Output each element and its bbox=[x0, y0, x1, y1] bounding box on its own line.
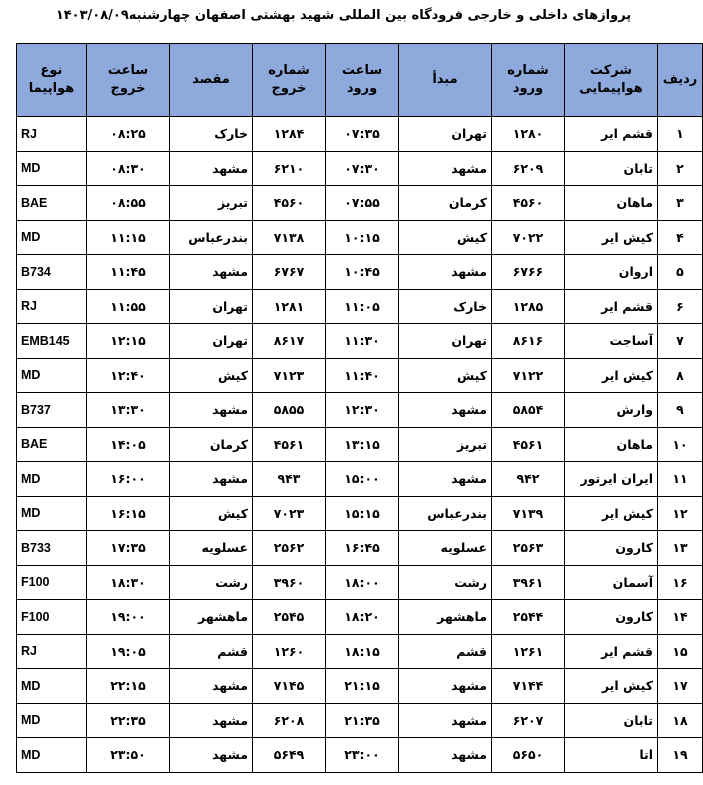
arrival-number-cell: ۵۶۵۰ bbox=[492, 738, 565, 773]
arrival-number-cell: ۳۹۶۱ bbox=[492, 565, 565, 600]
origin-cell: ماهشهر bbox=[399, 600, 492, 635]
departure-time-cell: ۲۲:۳۵ bbox=[87, 703, 170, 738]
header-row-number: ردیف bbox=[658, 44, 703, 117]
row-number-cell: ۲ bbox=[658, 151, 703, 186]
origin-cell: بندرعباس bbox=[399, 496, 492, 531]
arrival-time-cell: ۲۱:۱۵ bbox=[326, 669, 399, 704]
table-row bbox=[17, 565, 703, 600]
header-airline: شرکت هواپیمایی bbox=[565, 44, 658, 117]
arrival-time-cell: ۲۳:۰۰ bbox=[326, 738, 399, 773]
table-row bbox=[17, 669, 703, 704]
arrival-number-cell: ۱۲۸۵ bbox=[492, 289, 565, 324]
arrival-number-cell: ۵۸۵۴ bbox=[492, 393, 565, 428]
origin-cell: مشهد bbox=[399, 255, 492, 290]
origin-cell: مشهد bbox=[399, 669, 492, 704]
row-number-cell: ۱۹ bbox=[658, 738, 703, 773]
aircraft-type-cell: B737 bbox=[17, 393, 87, 428]
arrival-time-cell: ۱۸:۰۰ bbox=[326, 565, 399, 600]
origin-cell: کیش bbox=[399, 220, 492, 255]
table-row bbox=[17, 358, 703, 393]
row-number-cell: ۱۲ bbox=[658, 496, 703, 531]
origin-cell: مشهد bbox=[399, 462, 492, 497]
departure-time-cell: ۲۲:۱۵ bbox=[87, 669, 170, 704]
destination-cell: مشهد bbox=[170, 738, 253, 773]
origin-cell: کیش bbox=[399, 358, 492, 393]
departure-number-cell: ۴۵۶۱ bbox=[253, 427, 326, 462]
aircraft-type-cell: MD bbox=[17, 669, 87, 704]
table-row bbox=[17, 462, 703, 497]
origin-cell: مشهد bbox=[399, 393, 492, 428]
departure-number-cell: ۹۴۳ bbox=[253, 462, 326, 497]
aircraft-type-cell: RJ bbox=[17, 117, 87, 152]
row-number-cell: ۳ bbox=[658, 186, 703, 221]
departure-time-cell: ۱۱:۵۵ bbox=[87, 289, 170, 324]
departure-time-cell: ۱۹:۰۰ bbox=[87, 600, 170, 635]
row-number-cell: ۵ bbox=[658, 255, 703, 290]
header-arrival-time: ساعت ورود bbox=[326, 44, 399, 117]
origin-cell: خارک bbox=[399, 289, 492, 324]
airline-cell: ماهان bbox=[565, 427, 658, 462]
destination-cell: رشت bbox=[170, 565, 253, 600]
row-number-cell: ۶ bbox=[658, 289, 703, 324]
departure-number-cell: ۵۶۴۹ bbox=[253, 738, 326, 773]
arrival-number-cell: ۱۲۶۱ bbox=[492, 634, 565, 669]
departure-time-cell: ۱۹:۰۵ bbox=[87, 634, 170, 669]
departure-number-cell: ۱۲۸۴ bbox=[253, 117, 326, 152]
departure-time-cell: ۱۳:۳۰ bbox=[87, 393, 170, 428]
row-number-cell: ۱۵ bbox=[658, 634, 703, 669]
arrival-number-cell: ۲۵۶۳ bbox=[492, 531, 565, 566]
departure-time-cell: ۱۷:۳۵ bbox=[87, 531, 170, 566]
arrival-time-cell: ۱۱:۰۵ bbox=[326, 289, 399, 324]
arrival-number-cell: ۸۶۱۶ bbox=[492, 324, 565, 359]
origin-cell: قشم bbox=[399, 634, 492, 669]
arrival-time-cell: ۱۱:۴۰ bbox=[326, 358, 399, 393]
origin-cell: تبریز bbox=[399, 427, 492, 462]
table-row bbox=[17, 634, 703, 669]
destination-cell: مشهد bbox=[170, 151, 253, 186]
airline-cell: آسمان bbox=[565, 565, 658, 600]
aircraft-type-cell: RJ bbox=[17, 634, 87, 669]
arrival-time-cell: ۱۲:۳۰ bbox=[326, 393, 399, 428]
origin-cell: مشهد bbox=[399, 151, 492, 186]
origin-cell: تهران bbox=[399, 324, 492, 359]
table-row bbox=[17, 600, 703, 635]
departure-time-cell: ۱۱:۱۵ bbox=[87, 220, 170, 255]
destination-cell: عسلویه bbox=[170, 531, 253, 566]
departure-number-cell: ۳۹۶۰ bbox=[253, 565, 326, 600]
arrival-time-cell: ۱۶:۴۵ bbox=[326, 531, 399, 566]
destination-cell: تهران bbox=[170, 324, 253, 359]
departure-time-cell: ۱۲:۴۰ bbox=[87, 358, 170, 393]
destination-cell: تبریز bbox=[170, 186, 253, 221]
arrival-time-cell: ۱۵:۰۰ bbox=[326, 462, 399, 497]
departure-number-cell: ۱۲۶۰ bbox=[253, 634, 326, 669]
departure-time-cell: ۲۳:۵۰ bbox=[87, 738, 170, 773]
row-number-cell: ۴ bbox=[658, 220, 703, 255]
table-row bbox=[17, 255, 703, 290]
flights-table bbox=[16, 43, 703, 773]
origin-cell: تهران bbox=[399, 117, 492, 152]
destination-cell: کیش bbox=[170, 358, 253, 393]
aircraft-type-cell: F100 bbox=[17, 600, 87, 635]
header-aircraft-type: نوع هواپیما bbox=[17, 44, 87, 117]
arrival-number-cell: ۱۲۸۰ bbox=[492, 117, 565, 152]
destination-cell: بندرعباس bbox=[170, 220, 253, 255]
airline-cell: قشم ایر bbox=[565, 289, 658, 324]
airline-cell: کیش ایر bbox=[565, 220, 658, 255]
page-title: پروازهای داخلی و خارجی فرودگاه بین المللی شهید بهشتی اصفهان چهارشنبه۱۴۰۳/۰۸/۰۹ bbox=[55, 8, 632, 23]
row-number-cell: ۸ bbox=[658, 358, 703, 393]
departure-number-cell: ۷۱۴۵ bbox=[253, 669, 326, 704]
departure-number-cell: ۴۵۶۰ bbox=[253, 186, 326, 221]
departure-time-cell: ۰۸:۲۵ bbox=[87, 117, 170, 152]
aircraft-type-cell: EMB145 bbox=[17, 324, 87, 359]
arrival-time-cell: ۰۷:۳۵ bbox=[326, 117, 399, 152]
departure-number-cell: ۷۰۲۳ bbox=[253, 496, 326, 531]
airline-cell: ایران ایرتور bbox=[565, 462, 658, 497]
row-number-cell: ۱۶ bbox=[658, 565, 703, 600]
aircraft-type-cell: BAE bbox=[17, 186, 87, 221]
aircraft-type-cell: MD bbox=[17, 496, 87, 531]
aircraft-type-cell: F100 bbox=[17, 565, 87, 600]
origin-cell: مشهد bbox=[399, 703, 492, 738]
aircraft-type-cell: MD bbox=[17, 151, 87, 186]
destination-cell: کیش bbox=[170, 496, 253, 531]
table-row bbox=[17, 186, 703, 221]
table-row bbox=[17, 324, 703, 359]
header-destination: مقصد bbox=[170, 44, 253, 117]
departure-number-cell: ۶۲۱۰ bbox=[253, 151, 326, 186]
airline-cell: کیش ایر bbox=[565, 669, 658, 704]
airline-cell: تابان bbox=[565, 703, 658, 738]
destination-cell: قشم bbox=[170, 634, 253, 669]
departure-number-cell: ۶۷۶۷ bbox=[253, 255, 326, 290]
destination-cell: مشهد bbox=[170, 393, 253, 428]
departure-number-cell: ۲۵۴۵ bbox=[253, 600, 326, 635]
departure-number-cell: ۶۲۰۸ bbox=[253, 703, 326, 738]
header-arrival-number: شماره ورود bbox=[492, 44, 565, 117]
row-number-cell: ۱۷ bbox=[658, 669, 703, 704]
arrival-number-cell: ۶۷۶۶ bbox=[492, 255, 565, 290]
aircraft-type-cell: MD bbox=[17, 462, 87, 497]
departure-time-cell: ۰۸:۳۰ bbox=[87, 151, 170, 186]
row-number-cell: ۱۴ bbox=[658, 600, 703, 635]
airline-cell: وارش bbox=[565, 393, 658, 428]
airline-cell: قشم ایر bbox=[565, 117, 658, 152]
departure-time-cell: ۱۶:۰۰ bbox=[87, 462, 170, 497]
aircraft-type-cell: B734 bbox=[17, 255, 87, 290]
arrival-time-cell: ۰۷:۳۰ bbox=[326, 151, 399, 186]
aircraft-type-cell: RJ bbox=[17, 289, 87, 324]
airline-cell: ماهان bbox=[565, 186, 658, 221]
arrival-number-cell: ۲۵۴۴ bbox=[492, 600, 565, 635]
arrival-time-cell: ۱۰:۴۵ bbox=[326, 255, 399, 290]
row-number-cell: ۱۳ bbox=[658, 531, 703, 566]
aircraft-type-cell: B733 bbox=[17, 531, 87, 566]
destination-cell: ماهشهر bbox=[170, 600, 253, 635]
departure-time-cell: ۱۱:۴۵ bbox=[87, 255, 170, 290]
table-row bbox=[17, 220, 703, 255]
airline-cell: کارون bbox=[565, 600, 658, 635]
arrival-number-cell: ۶۲۰۹ bbox=[492, 151, 565, 186]
table-row bbox=[17, 531, 703, 566]
destination-cell: مشهد bbox=[170, 255, 253, 290]
aircraft-type-cell: MD bbox=[17, 220, 87, 255]
aircraft-type-cell: MD bbox=[17, 703, 87, 738]
table-row bbox=[17, 496, 703, 531]
departure-number-cell: ۸۶۱۷ bbox=[253, 324, 326, 359]
airline-cell: قشم ایر bbox=[565, 634, 658, 669]
table-row bbox=[17, 393, 703, 428]
table-row bbox=[17, 151, 703, 186]
header-departure-time: ساعت خروج bbox=[87, 44, 170, 117]
table-row bbox=[17, 703, 703, 738]
row-number-cell: ۱۸ bbox=[658, 703, 703, 738]
destination-cell: مشهد bbox=[170, 669, 253, 704]
departure-number-cell: ۲۵۶۲ bbox=[253, 531, 326, 566]
departure-number-cell: ۵۸۵۵ bbox=[253, 393, 326, 428]
arrival-number-cell: ۶۲۰۷ bbox=[492, 703, 565, 738]
table-row bbox=[17, 289, 703, 324]
origin-cell: رشت bbox=[399, 565, 492, 600]
arrival-number-cell: ۷۱۴۴ bbox=[492, 669, 565, 704]
row-number-cell: ۱۱ bbox=[658, 462, 703, 497]
arrival-number-cell: ۷۱۲۲ bbox=[492, 358, 565, 393]
table-row bbox=[17, 117, 703, 152]
header-origin: مبدأ bbox=[399, 44, 492, 117]
arrival-number-cell: ۴۵۶۰ bbox=[492, 186, 565, 221]
arrival-time-cell: ۰۷:۵۵ bbox=[326, 186, 399, 221]
destination-cell: خارک bbox=[170, 117, 253, 152]
arrival-time-cell: ۲۱:۳۵ bbox=[326, 703, 399, 738]
departure-time-cell: ۰۸:۵۵ bbox=[87, 186, 170, 221]
arrival-time-cell: ۱۵:۱۵ bbox=[326, 496, 399, 531]
departure-time-cell: ۱۲:۱۵ bbox=[87, 324, 170, 359]
row-number-cell: ۷ bbox=[658, 324, 703, 359]
arrival-number-cell: ۷۰۲۲ bbox=[492, 220, 565, 255]
arrival-time-cell: ۱۳:۱۵ bbox=[326, 427, 399, 462]
destination-cell: مشهد bbox=[170, 703, 253, 738]
destination-cell: مشهد bbox=[170, 462, 253, 497]
airline-cell: تابان bbox=[565, 151, 658, 186]
airline-cell: اتا bbox=[565, 738, 658, 773]
arrival-time-cell: ۱۸:۱۵ bbox=[326, 634, 399, 669]
arrival-time-cell: ۱۱:۳۰ bbox=[326, 324, 399, 359]
departure-number-cell: ۷۱۳۸ bbox=[253, 220, 326, 255]
table-row bbox=[17, 738, 703, 773]
airline-cell: کیش ایر bbox=[565, 496, 658, 531]
departure-time-cell: ۱۸:۳۰ bbox=[87, 565, 170, 600]
departure-number-cell: ۱۲۸۱ bbox=[253, 289, 326, 324]
airline-cell: اروان bbox=[565, 255, 658, 290]
arrival-time-cell: ۱۸:۲۰ bbox=[326, 600, 399, 635]
row-number-cell: ۹ bbox=[658, 393, 703, 428]
header-row bbox=[17, 44, 703, 117]
origin-cell: عسلویه bbox=[399, 531, 492, 566]
row-number-cell: ۱ bbox=[658, 117, 703, 152]
departure-number-cell: ۷۱۲۳ bbox=[253, 358, 326, 393]
arrival-number-cell: ۹۴۲ bbox=[492, 462, 565, 497]
destination-cell: تهران bbox=[170, 289, 253, 324]
origin-cell: مشهد bbox=[399, 738, 492, 773]
airline-cell: کارون bbox=[565, 531, 658, 566]
departure-time-cell: ۱۴:۰۵ bbox=[87, 427, 170, 462]
departure-time-cell: ۱۶:۱۵ bbox=[87, 496, 170, 531]
aircraft-type-cell: MD bbox=[17, 358, 87, 393]
arrival-time-cell: ۱۰:۱۵ bbox=[326, 220, 399, 255]
arrival-number-cell: ۴۵۶۱ bbox=[492, 427, 565, 462]
arrival-number-cell: ۷۱۳۹ bbox=[492, 496, 565, 531]
destination-cell: کرمان bbox=[170, 427, 253, 462]
aircraft-type-cell: MD bbox=[17, 738, 87, 773]
row-number-cell: ۱۰ bbox=[658, 427, 703, 462]
airline-cell: آساجت bbox=[565, 324, 658, 359]
header-departure-number: شماره خروج bbox=[253, 44, 326, 117]
origin-cell: کرمان bbox=[399, 186, 492, 221]
airline-cell: کیش ایر bbox=[565, 358, 658, 393]
table-row bbox=[17, 427, 703, 462]
aircraft-type-cell: BAE bbox=[17, 427, 87, 462]
